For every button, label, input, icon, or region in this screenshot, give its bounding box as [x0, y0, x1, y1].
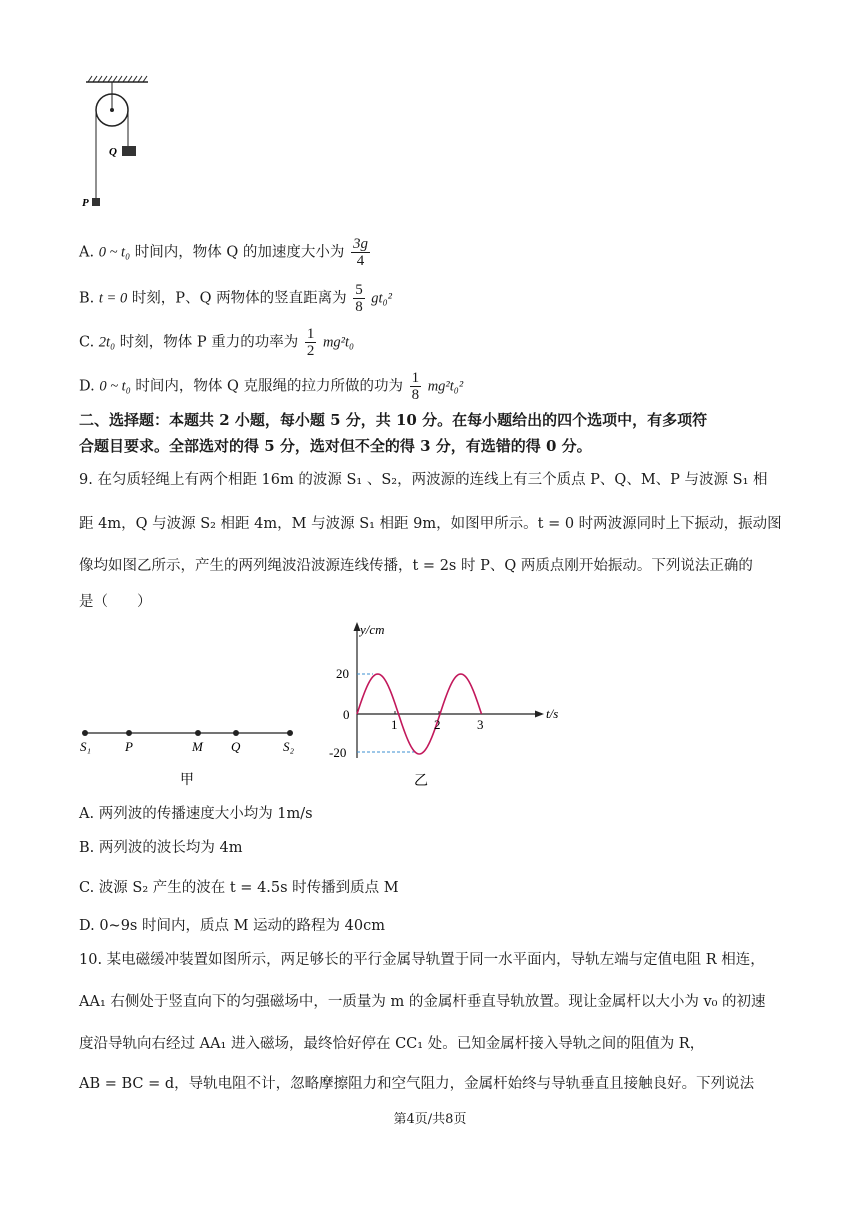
q9-line1: 9. 在匀质轻绳上有两个相距 16m 的波源 S₁ 、S₂，两波源的连线上有三个质点 P、Q、M、P 与波源 S₁ 相	[79, 472, 768, 488]
page-footer: 第4页/共8页	[393, 1112, 467, 1127]
q8-option-c	[79, 326, 354, 359]
option-letter: C.	[79, 334, 95, 351]
option-text: 时刻，P、Q 两物体的竖直距离为	[131, 290, 347, 307]
option-tail: mg²t₀	[322, 334, 355, 351]
q10-line3: 度沿导轨向右经过 AA₁ 进入磁场，最终恰好停在 CC₁ 处。已知金属杆接入导轨之间的阻值为 R，	[79, 1036, 705, 1052]
label-p: P	[82, 197, 89, 209]
option-tail: gt₀²	[371, 290, 392, 307]
option-letter: D.	[79, 378, 95, 395]
fraction: $\frac{1}{8}$	[411, 370, 420, 403]
x-tick-3: 3	[477, 717, 484, 732]
y-tick-0: 0	[343, 707, 350, 722]
y-tick-neg20: -20	[329, 745, 347, 760]
point-s1: S₁	[80, 739, 92, 754]
y-tick-20: 20	[336, 666, 349, 681]
q9-line4: 是（ ）	[79, 594, 152, 610]
q10-line4: AB = BC = d，导轨电阻不计，忽略摩擦阻力和空气阻力，金属杆始终与导轨垂直且接触良好。下列说法	[79, 1076, 755, 1092]
point-m: M	[192, 739, 203, 754]
point-p: P	[125, 739, 133, 754]
option-text: 时间内，物体 Q 的加速度大小为	[134, 244, 345, 261]
label-q: Q	[109, 146, 117, 158]
q9-option-a: A. 两列波的传播速度大小均为 1m/s	[79, 806, 313, 822]
q10-line2: AA₁ 右侧处于竖直向下的匀强磁场中，一质量为 m 的金属杆垂直导轨放置。现让金属杆以大小为 v₀ 的初速	[79, 994, 766, 1010]
option-expr: 2t₀	[98, 334, 116, 351]
point-q: Q	[231, 739, 241, 754]
q9-line2: 距 4m，Q 与波源 S₂ 相距 4m，M 与波源 S₁ 相距 9m，如图甲所示。t = 0 时两波源同时上下振动，振动图	[79, 516, 782, 532]
option-expr: t = 0	[98, 290, 128, 307]
q8-option-a	[79, 236, 372, 269]
option-text: 时间内，物体 Q 克服绳的拉力所做的功为	[135, 378, 403, 395]
q8-option-d	[79, 370, 463, 403]
q10-line1: 10. 某电磁缓冲装置如图所示，两足够长的平行金属导轨置于同一水平面内，导轨左端与定值电阻 R 相连，	[79, 952, 765, 968]
pulley-figure	[80, 74, 160, 214]
x-tick-1: 1	[391, 717, 398, 732]
fraction: $\frac{1}{2}$	[306, 326, 315, 359]
point-s2: S₂	[283, 739, 295, 754]
section2-line1: 二、选择题：本题共 2 小题，每小题 5 分，共 10 分。在每小题给出的四个选项中，有多项符	[79, 411, 708, 429]
option-letter: A.	[79, 244, 95, 261]
x-axis-label: t/s	[546, 706, 559, 721]
y-axis-label: y/cm	[360, 622, 385, 637]
q9-option-b: B. 两列波的波长均为 4m	[79, 840, 243, 856]
q9-option-d: D. 0~9s 时间内，质点 M 运动的路程为 40cm	[79, 918, 385, 934]
x-tick-2: 2	[434, 717, 441, 732]
q8-option-b	[79, 282, 392, 315]
figure-yi-caption: 乙	[414, 774, 428, 789]
figure-yi	[326, 618, 576, 792]
q9-option-c: C. 波源 S₂ 产生的波在 t = 4.5s 时传播到质点 M	[79, 880, 399, 896]
option-expr: 0 ~ t₀	[99, 378, 131, 395]
figure-jia	[76, 722, 306, 792]
fraction: $\frac{3g}{4}$	[352, 236, 368, 269]
q9-line3: 像均如图乙所示，产生的两列绳波沿波源连线传播，t = 2s 时 P、Q 两质点刚开始振动。下列说法正确的	[79, 558, 753, 574]
option-text: 时刻，物体 P 重力的功率为	[119, 334, 299, 351]
option-expr: 0 ~ t₀	[98, 244, 131, 261]
fraction: $\frac{5}{8}$	[355, 282, 363, 315]
section2-line2: 合题目要求。全部选对的得 5 分，选对但不全的得 3 分，有选错的得 0 分。	[79, 437, 592, 455]
option-letter: B.	[79, 290, 95, 307]
figure-jia-caption: 甲	[180, 773, 194, 788]
option-tail: mg²t₀²	[427, 378, 464, 395]
